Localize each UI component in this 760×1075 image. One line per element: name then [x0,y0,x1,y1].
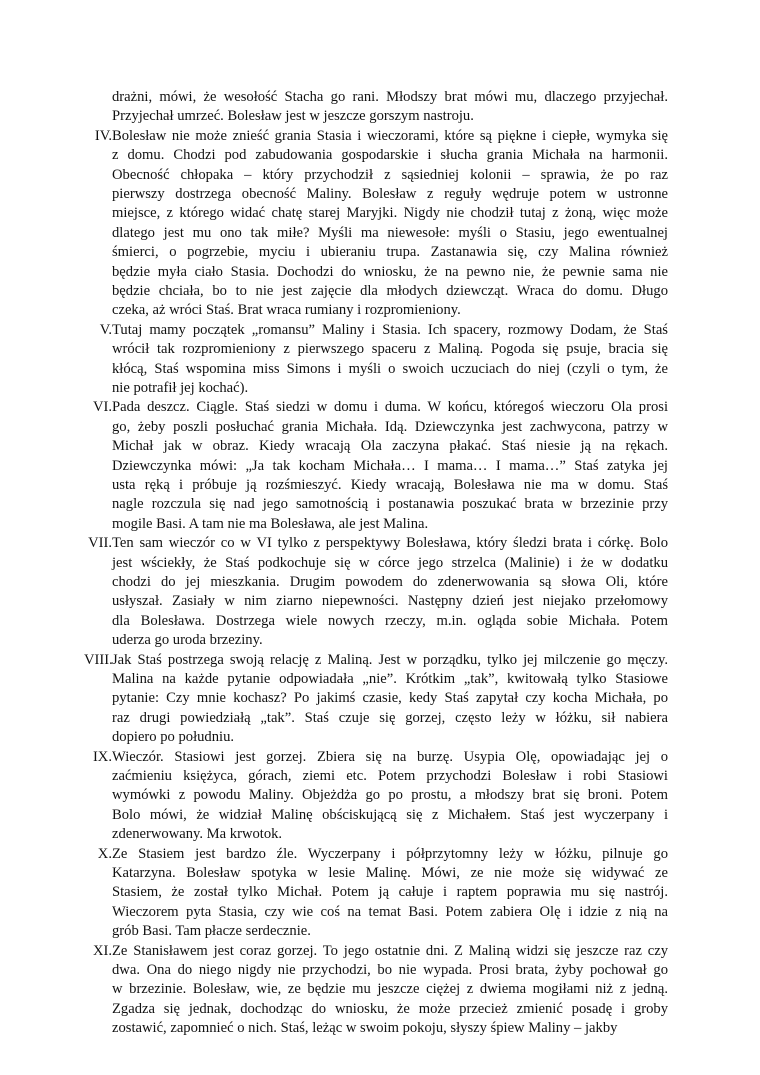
text-line: wymówki z powodu Maliny. Objeżdża go po prostu, a młodszy brat się broni. Potem [112,787,668,804]
text-line: drażni, mówi, że wesołość Stacha go rani. Młodszy brat mówi mu, dlaczego przyjechał. [112,89,668,105]
text-line: w brzezinie. Bolesław, wie, ze będzie mu jeszcze ciężej z dwiema mogiłami niż z jedną. [112,981,668,998]
text-line: Bolesław nie może znieść grania Stasia i wieczorami, które są piękne i ciepłe, wymyka się [112,127,668,144]
text-line: jest wściekły, że Staś podkochuje się w córce jego strzelca (Malinie) i że w dodatku [112,554,668,571]
text-line: Katarzyna. Bolesław spotyka w lesie Malinę. Mówi, ze nie może się widywać ze [112,864,668,881]
text-line: uderza go uroda brzeziny. [112,632,263,649]
text-line: Wieczorem pyta Stasia, czy wie coś na temat Basi. Potem zabiera Olę i idzie z nią na [112,903,668,920]
text-line: Dziewczynka mówi: „Ja tak kocham Michała… I mama… I mama…” Staś zatyka jej [112,457,668,474]
text-line: Bolo mówi, że widział Malinę obściskującą się z Michałem. Staś jest wyczerpany i [112,806,668,823]
text-line: Obecność chłopaka – który przychodził z sąsiedniej kolonii – sprawia, że po raz [112,166,668,183]
paragraph-body [112,651,668,748]
text-line: Michał jak w obraz. Kiedy wracają Ola zaczyna płakać. Staś niesie ją na rękach. [112,438,668,455]
text-line: wrócił tak rozpromieniony z pierwszego spaceru z Maliną. Pogoda się psuje, bracia się [112,341,668,358]
paragraph-body [112,942,668,1039]
paragraph-body [112,845,668,942]
text-line: chodzi do jej mieszkania. Drugim powodem do zdenerwowania są słowa Oli, które [112,573,668,590]
text-line: zaćmieniu księżyca, górach, ziemi etc. Potem przychodzi Bolesław i robi Stasiowi [112,767,668,784]
text-line: Pada deszcz. Ciągle. Staś siedzi w domu i duma. W końcu, któregoś wieczoru Ola prosi [112,399,668,416]
text-line: usta ręką i próbuje ją rozśmieszyć. Kiedy wracają, Bolesława nie ma w domu. Staś [112,476,668,493]
list-number: VI. [92,399,112,416]
paragraph-body [112,321,668,399]
text-line: Malina na każde pytanie odpowiadała „nie”. Krótkim „tak”, kwitowałą tylko Stasiowe [112,670,668,687]
text-line: Wieczór. Stasiowi jest gorzej. Zbiera się na burzę. Usypia Olę, opowiadając jej o [112,748,668,765]
text-line: usłyszał. Zasiały w nim ziarno niepewności. Następny dzień jest niejako przełomowy [112,593,668,610]
text-line: nagle rozczula się nad jego samotnością i postanawia poszukać brata w brzezinie przy [112,496,668,513]
text-line: Tutaj mamy początek „romansu” Maliny i Stasia. Ich spacery, rozmowy Dodam, że Staś [112,321,668,338]
text-line: dla Bolesława. Dostrzega wiele nowych rzeczy, m.in. ogląda sobie Michała. Potem [112,612,668,629]
list-number: IX. [92,748,112,765]
paragraph-body [112,127,668,321]
text-line: Jak Staś postrzega swoją relację z Maliną. Jest w porządku, tylko jej milczenie go męczy. [112,651,668,668]
paragraph-body [112,534,668,650]
text-line: Przyjechał umrzeć. Bolesław jest w jeszcze gorszym nastroju. [112,108,474,125]
text-line: pierwszy dostrzega obecność Maliny. Bolesław z reguły wędruje potem w ustronne [112,185,668,202]
text-line: raz drugi powiedziałą „tak”. Staś czuje się gorzej, często leży w łóżku, sił nabiera [112,709,668,726]
list-number: IV. [94,127,112,144]
list-number: V. [99,321,112,338]
text-line: z domu. Chodzi pod zabudowania gospodarskie i słucha grania Michała na harmonii. [112,147,668,164]
text-line: Ze Stanisławem jest coraz gorzej. To jego ostatnie dni. Z Maliną widzi się jeszcze raz czy [112,942,668,959]
list-number: VIII. [84,651,113,668]
text-line: Zgadza się jednak, dochodząc do wniosku, że może przecież zmienić posadę i groby [112,1000,668,1017]
text-line: zdenerwowany. Ma krwotok. [112,826,283,843]
text-line: mogile Basi. A tam nie ma Bolesława, ale jest Malina. [112,515,429,532]
text-line: go, żeby poszli posłuchać grania Michała. Idą. Dziewczynka jest zachwycona, patrzy w [112,418,668,435]
text-line: zostawić, zapomnieć o nich. Staś, leżąc w swoim pokoju, słyszy śpiew Maliny – jakby [112,1020,618,1037]
text-line: Ze Stasiem jest bardzo źle. Wyczerpany i półprzytomny leży w łóżku, pilnuje go [112,845,668,862]
text-line: dopiero po południu. [112,729,235,746]
list-number: X. [97,845,112,862]
paragraph-body [112,88,668,127]
text-line: kłócą, Staś wspomina miss Simons i myśli o swoich uczuciach do niej (czyli o tym, że [112,360,668,377]
text-line: Ten sam wieczór co w VI tylko z perspektywy Bolesława, który śledzi brata i córkę. Bolo [112,535,668,552]
text-line: dwa. Ona do niego nigdy nie przychodzi, bo nie wypada. Prosi brata, żyby pochował go [112,961,668,978]
text-line: pytanie: Czy mnie kochasz? Po jakimś czasie, kedy Staś zapytał czy kocha Michała, po [112,690,668,707]
text-line: nie potrafił jej kochać). [112,379,249,396]
text-line: czeka, aż wróci Staś. Brat wraca rumiany i rozpromieniony. [112,302,461,319]
list-number: XI. [92,942,112,959]
text-line: dlatego jest mu ono tak miłe? Myśli ma niewesołe: myśli o Stasiu, jego ewentualnej [112,224,668,241]
text-line: będzie chciała, bo to nie jest zajęcie dla młodych dziewcząt. Wraca do domu. Długo [112,282,668,299]
text-line: grób Basi. Tam płacze serdecznie. [112,923,311,940]
text-line: śmierci, o pogrzebie, myciu i ubieraniu trupa. Zastanawia się, czy Malina również [112,244,668,261]
text-line: będzie myła ciało Stasia. Dochodzi do wniosku, że na pewno nie, że pewnie sama nie [112,263,668,280]
paragraph-body [112,748,668,845]
text-line: Stasiem, że został tylko Michał. Potem ją całuje i raptem poprawia mu się nastrój. [112,884,668,901]
paragraph-body [112,398,668,534]
list-number: VII. [88,535,112,552]
text-line: miejsce, z którego widać chatę starej Maryjki. Nigdy nie chodził tutaj z żoną, więc może [112,205,668,222]
